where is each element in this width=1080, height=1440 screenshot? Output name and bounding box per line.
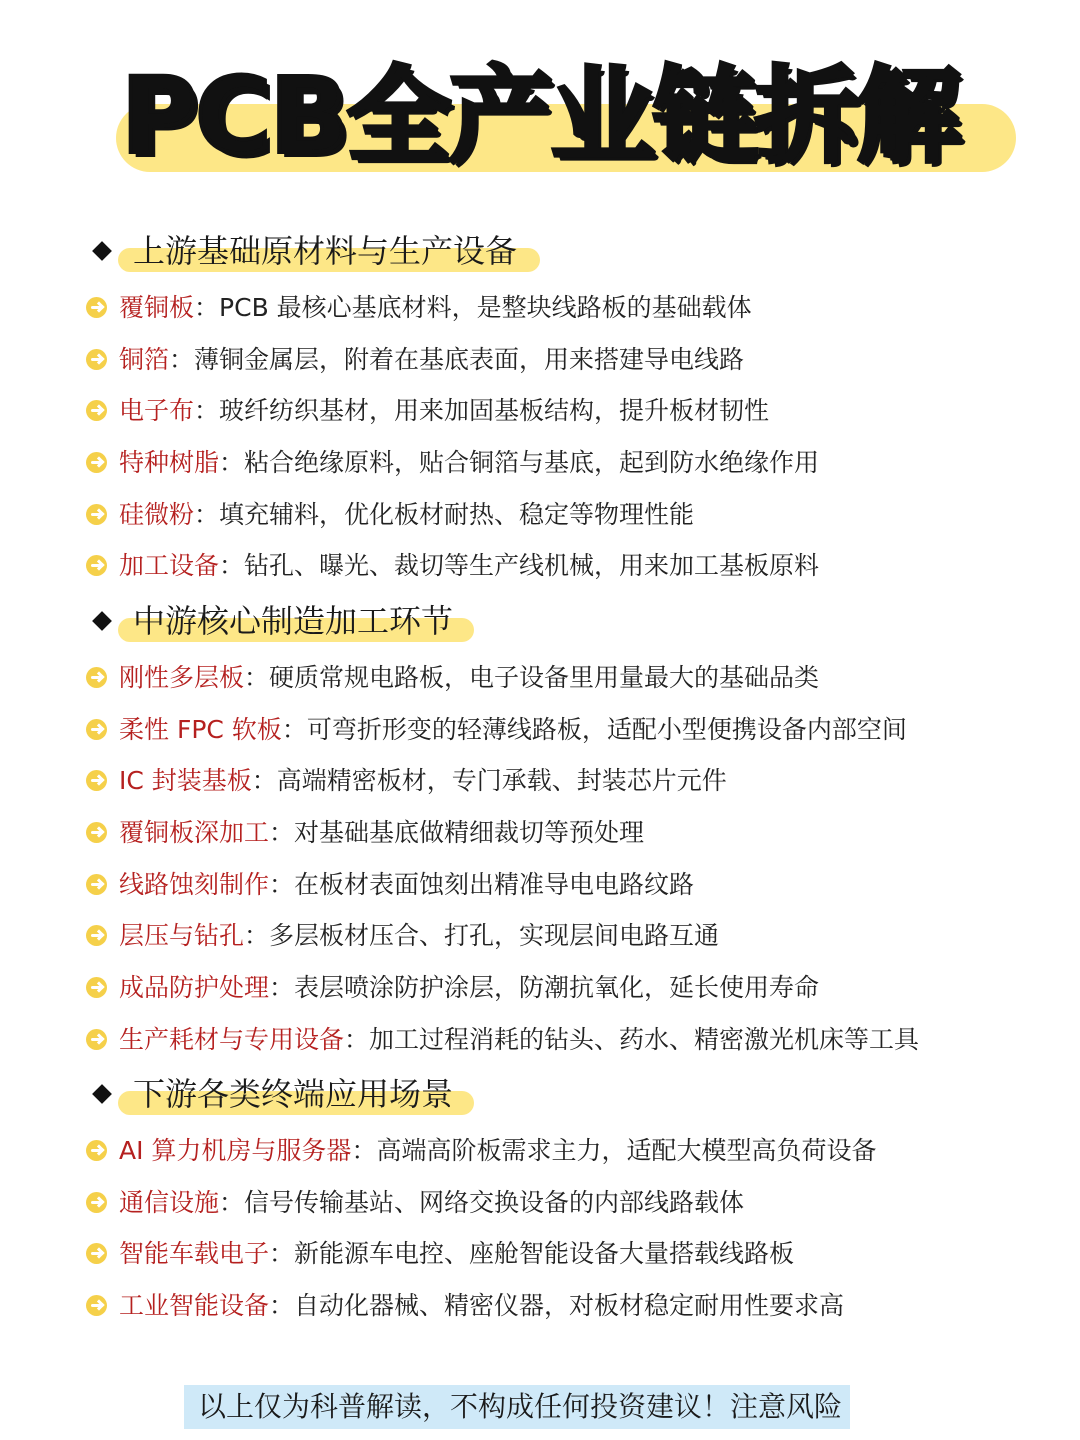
item-term: AI 算力机房与服务器 xyxy=(119,1136,352,1165)
section-downstream xyxy=(0,1069,1080,1332)
list-item xyxy=(0,1228,1080,1280)
arrow-right-circle-icon xyxy=(86,555,107,576)
item-term: 铜箔 xyxy=(119,344,170,374)
item-desc: 玻纤纺织基材，用来加固基板结构，提升板材韧性 xyxy=(219,396,770,426)
arrow-right-circle-icon xyxy=(86,1295,107,1316)
item-separator: ： xyxy=(244,663,270,692)
item-desc: 在板材表面蚀刻出精准导电电路纹路 xyxy=(294,869,695,899)
list-item xyxy=(0,807,1080,859)
section-midstream xyxy=(0,596,1080,1066)
item-separator: ： xyxy=(244,921,270,951)
item-list xyxy=(0,652,1080,1066)
arrow-right-circle-icon xyxy=(86,297,107,318)
item-separator: ： xyxy=(194,293,220,322)
list-item xyxy=(0,1280,1080,1332)
arrow-right-circle-icon xyxy=(86,1029,107,1050)
item-separator: ： xyxy=(219,448,245,478)
section-upstream xyxy=(0,226,1080,592)
list-item xyxy=(0,859,1080,911)
section-heading xyxy=(0,1069,1080,1125)
item-term: 覆铜板 xyxy=(119,293,195,322)
arrow-right-circle-icon xyxy=(86,1192,107,1213)
item-term: 电子布 xyxy=(119,396,195,426)
arrow-right-circle-icon xyxy=(86,667,107,688)
title-banner xyxy=(0,48,1080,188)
diamond-icon xyxy=(92,241,112,261)
item-separator: ： xyxy=(269,1239,295,1269)
item-separator: ： xyxy=(219,551,245,581)
item-term: 特种树脂 xyxy=(119,448,220,478)
item-desc: 信号传输基站、网络交换设备的内部线路载体 xyxy=(244,1187,745,1217)
item-desc: 表层喷涂防护涂层，防潮抗氧化，延长使用寿命 xyxy=(294,973,820,1003)
item-desc: 新能源车电控、座舱智能设备大量搭载线路板 xyxy=(294,1239,795,1269)
item-separator: ： xyxy=(194,396,220,426)
diamond-icon xyxy=(92,1084,112,1104)
item-term: 生产耗材与专用设备 xyxy=(119,1024,345,1054)
item-list xyxy=(0,282,1080,592)
item-separator: ： xyxy=(269,973,295,1003)
item-desc: 加工过程消耗的钻头、药水、精密激光机床等工具 xyxy=(369,1024,920,1054)
item-list xyxy=(0,1125,1080,1332)
arrow-right-circle-icon xyxy=(86,504,107,525)
item-separator: ： xyxy=(351,1136,377,1165)
arrow-right-circle-icon xyxy=(86,977,107,998)
list-item xyxy=(0,540,1080,592)
section-title: 中游核心制造加工环节 xyxy=(133,602,454,640)
item-term: 柔性 FPC 软板 xyxy=(119,714,282,744)
item-desc: 对基础基底做精细裁切等预处理 xyxy=(294,818,645,848)
list-item xyxy=(0,1125,1080,1177)
item-term: 通信设施 xyxy=(119,1187,220,1217)
item-desc: 自动化器械、精密仪器，对板材稳定耐用性要求高 xyxy=(294,1291,845,1321)
arrow-right-circle-icon xyxy=(86,874,107,895)
item-separator: ： xyxy=(269,818,295,848)
item-separator: ： xyxy=(269,869,295,899)
item-desc: 粘合绝缘原料，贴合铜箔与基底，起到防水绝缘作用 xyxy=(244,448,820,478)
list-item xyxy=(0,652,1080,704)
item-term: 加工设备 xyxy=(119,551,220,581)
arrow-right-circle-icon xyxy=(86,1140,107,1161)
item-desc: 硬质常规电路板，电子设备里用量最大的基础品类 xyxy=(269,663,820,692)
item-desc: 填充辅料，优化板材耐热、稳定等物理性能 xyxy=(219,499,695,529)
list-item xyxy=(0,385,1080,437)
list-item xyxy=(0,282,1080,334)
item-term: 线路蚀刻制作 xyxy=(119,869,270,899)
arrow-right-circle-icon xyxy=(86,349,107,370)
item-term: IC 封装基板 xyxy=(119,766,252,796)
item-separator: ： xyxy=(344,1024,370,1054)
item-desc: 可弯折形变的轻薄线路板，适配小型便携设备内部空间 xyxy=(306,714,907,744)
disclaimer-banner xyxy=(184,1385,850,1429)
item-term: 智能车载电子 xyxy=(119,1239,270,1269)
list-item xyxy=(0,437,1080,489)
list-item xyxy=(0,755,1080,807)
arrow-right-circle-icon xyxy=(86,1243,107,1264)
item-separator: ： xyxy=(269,1291,295,1321)
item-separator: ： xyxy=(251,766,277,796)
diamond-icon xyxy=(92,611,112,631)
list-item xyxy=(0,910,1080,962)
arrow-right-circle-icon xyxy=(86,719,107,740)
item-term: 硅微粉 xyxy=(119,499,195,529)
section-heading xyxy=(0,226,1080,282)
list-item xyxy=(0,489,1080,541)
section-title: 上游基础原材料与生产设备 xyxy=(133,232,518,270)
section-heading xyxy=(0,596,1080,652)
item-term: 层压与钻孔 xyxy=(119,921,245,951)
arrow-right-circle-icon xyxy=(86,925,107,946)
arrow-right-circle-icon xyxy=(86,770,107,791)
item-desc: 高端精密板材，专门承载、封装芯片元件 xyxy=(276,766,727,796)
item-term: 刚性多层板 xyxy=(119,663,245,692)
section-title: 下游各类终端应用场景 xyxy=(133,1075,454,1113)
arrow-right-circle-icon xyxy=(86,400,107,421)
arrow-right-circle-icon xyxy=(86,452,107,473)
disclaimer-text: 以上仅为科普解读，不构成任何投资建议！注意风险 xyxy=(198,1390,843,1423)
item-term: 工业智能设备 xyxy=(119,1291,270,1321)
page-title: PCB全产业链拆解 xyxy=(121,55,959,177)
item-desc: 高端高阶板需求主力，适配大模型高负荷设备 xyxy=(376,1136,877,1165)
item-separator: ： xyxy=(219,1187,245,1217)
item-separator: ： xyxy=(281,714,307,744)
item-separator: ： xyxy=(169,344,195,374)
item-term: 成品防护处理 xyxy=(119,973,270,1003)
list-item xyxy=(0,1177,1080,1229)
list-item xyxy=(0,962,1080,1014)
item-desc: 薄铜金属层，附着在基底表面，用来搭建导电线路 xyxy=(194,344,745,374)
list-item xyxy=(0,1014,1080,1066)
item-term: 覆铜板深加工 xyxy=(119,818,270,848)
list-item xyxy=(0,704,1080,756)
item-separator: ： xyxy=(194,499,220,529)
list-item xyxy=(0,334,1080,386)
item-desc: PCB 最核心基底材料，是整块线路板的基础载体 xyxy=(219,293,752,322)
item-desc: 钻孔、曝光、裁切等生产线机械，用来加工基板原料 xyxy=(244,551,820,581)
item-desc: 多层板材压合、打孔，实现层间电路互通 xyxy=(269,921,720,951)
arrow-right-circle-icon xyxy=(86,822,107,843)
